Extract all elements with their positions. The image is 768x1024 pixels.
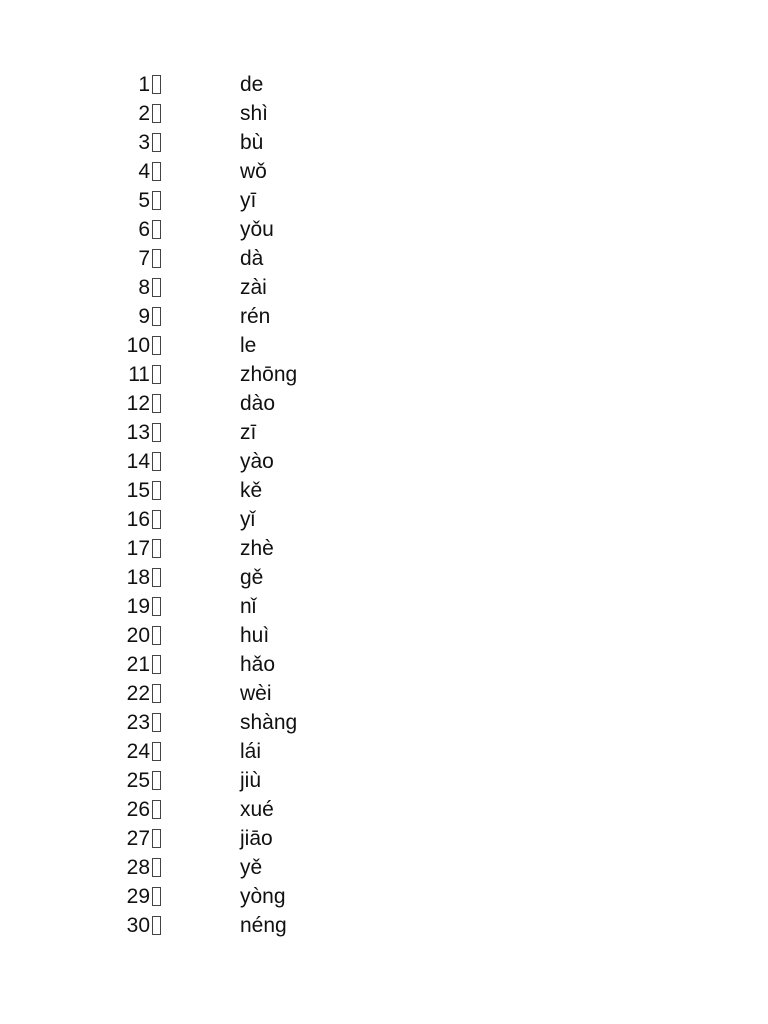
- missing-glyph-icon: [152, 75, 161, 94]
- row-number: 14: [126, 450, 150, 473]
- list-item: [112, 650, 297, 679]
- missing-glyph-icon: [152, 655, 161, 674]
- pinyin-text: zài: [240, 276, 267, 299]
- list-item: [112, 302, 297, 331]
- list-item: [112, 244, 297, 273]
- missing-glyph-icon: [152, 684, 161, 703]
- row-number: 18: [126, 566, 150, 589]
- list-item: [112, 331, 297, 360]
- row-number: 17: [126, 537, 150, 560]
- list-item: [112, 215, 297, 244]
- row-number: 15: [126, 479, 150, 502]
- row-number: 2: [138, 102, 150, 125]
- list-item: [112, 563, 297, 592]
- list-item: [112, 708, 297, 737]
- list-item: [112, 911, 297, 940]
- missing-glyph-icon: [152, 858, 161, 877]
- list-item: [112, 476, 297, 505]
- missing-glyph-icon: [152, 887, 161, 906]
- missing-glyph-icon: [152, 423, 161, 442]
- pinyin-text: huì: [240, 624, 270, 647]
- row-number: 21: [126, 653, 150, 676]
- list-item: [112, 737, 297, 766]
- row-number: 19: [126, 595, 150, 618]
- missing-glyph-icon: [152, 452, 161, 471]
- row-number: 27: [126, 827, 150, 850]
- pinyin-text: yě: [240, 856, 263, 879]
- pinyin-text: yòng: [240, 885, 286, 908]
- row-number: 12: [126, 392, 150, 415]
- list-item: [112, 128, 297, 157]
- list-item: [112, 679, 297, 708]
- row-number: 26: [126, 798, 150, 821]
- row-number: 9: [138, 305, 150, 328]
- row-number: 7: [138, 247, 150, 270]
- row-number: 1: [138, 73, 150, 96]
- missing-glyph-icon: [152, 568, 161, 587]
- pinyin-text: dà: [240, 247, 264, 270]
- pinyin-text: xué: [240, 798, 274, 821]
- pinyin-text: jiāo: [240, 827, 273, 850]
- pinyin-text: wǒ: [240, 160, 267, 183]
- missing-glyph-icon: [152, 365, 161, 384]
- pinyin-text: lái: [240, 740, 262, 763]
- pinyin-text: hǎo: [240, 653, 276, 676]
- pinyin-text: kě: [240, 479, 263, 502]
- missing-glyph-icon: [152, 626, 161, 645]
- list-item: [112, 389, 297, 418]
- row-number: 6: [138, 218, 150, 241]
- missing-glyph-icon: [152, 104, 161, 123]
- pinyin-text: yǒu: [240, 218, 274, 241]
- missing-glyph-icon: [152, 916, 161, 935]
- row-number: 13: [126, 421, 150, 444]
- missing-glyph-icon: [152, 220, 161, 239]
- row-number: 25: [126, 769, 150, 792]
- row-number: 28: [126, 856, 150, 879]
- row-number: 3: [138, 131, 150, 154]
- list-item: [112, 505, 297, 534]
- missing-glyph-icon: [152, 133, 161, 152]
- row-number: 29: [126, 885, 150, 908]
- missing-glyph-icon: [152, 771, 161, 790]
- row-number: 30: [126, 914, 150, 937]
- pinyin-text: yào: [240, 450, 274, 473]
- missing-glyph-icon: [152, 481, 161, 500]
- missing-glyph-icon: [152, 713, 161, 732]
- row-number: 20: [126, 624, 150, 647]
- row-number: 4: [138, 160, 150, 183]
- list-item: [112, 534, 297, 563]
- list-item: [112, 592, 297, 621]
- missing-glyph-icon: [152, 307, 161, 326]
- row-number: 8: [138, 276, 150, 299]
- pinyin-text: bù: [240, 131, 264, 154]
- missing-glyph-icon: [152, 597, 161, 616]
- pinyin-text: le: [240, 334, 257, 357]
- missing-glyph-icon: [152, 539, 161, 558]
- missing-glyph-icon: [152, 510, 161, 529]
- list-item: [112, 99, 297, 128]
- missing-glyph-icon: [152, 249, 161, 268]
- pinyin-text: zhè: [240, 537, 274, 560]
- word-list: [112, 70, 297, 940]
- row-number: 11: [128, 363, 150, 386]
- list-item: [112, 766, 297, 795]
- list-item: [112, 157, 297, 186]
- list-item: [112, 70, 297, 99]
- list-item: [112, 795, 297, 824]
- row-number: 10: [126, 334, 150, 357]
- list-item: [112, 186, 297, 215]
- pinyin-text: nǐ: [240, 595, 257, 618]
- row-number: 16: [126, 508, 150, 531]
- pinyin-text: de: [240, 73, 264, 96]
- list-item: [112, 418, 297, 447]
- missing-glyph-icon: [152, 742, 161, 761]
- missing-glyph-icon: [152, 829, 161, 848]
- row-number: 24: [126, 740, 150, 763]
- list-item: [112, 360, 297, 389]
- pinyin-text: yī: [240, 189, 257, 212]
- list-item: [112, 824, 297, 853]
- pinyin-text: zhōng: [240, 363, 298, 386]
- missing-glyph-icon: [152, 336, 161, 355]
- row-number: 5: [138, 189, 150, 212]
- pinyin-text: rén: [240, 305, 271, 328]
- pinyin-text: shì: [240, 102, 269, 125]
- missing-glyph-icon: [152, 278, 161, 297]
- pinyin-text: wèi: [240, 682, 272, 705]
- pinyin-text: gě: [240, 566, 264, 589]
- pinyin-text: zī: [240, 421, 257, 444]
- missing-glyph-icon: [152, 800, 161, 819]
- row-number: 23: [126, 711, 150, 734]
- pinyin-text: yǐ: [240, 508, 256, 531]
- list-item: [112, 621, 297, 650]
- pinyin-text: néng: [240, 914, 287, 937]
- missing-glyph-icon: [152, 191, 161, 210]
- pinyin-text: dào: [240, 392, 276, 415]
- pinyin-text: shàng: [240, 711, 298, 734]
- missing-glyph-icon: [152, 394, 161, 413]
- list-item: [112, 273, 297, 302]
- missing-glyph-icon: [152, 162, 161, 181]
- pinyin-text: jiù: [240, 769, 262, 792]
- list-item: [112, 447, 297, 476]
- list-item: [112, 853, 297, 882]
- row-number: 22: [126, 682, 150, 705]
- list-item: [112, 882, 297, 911]
